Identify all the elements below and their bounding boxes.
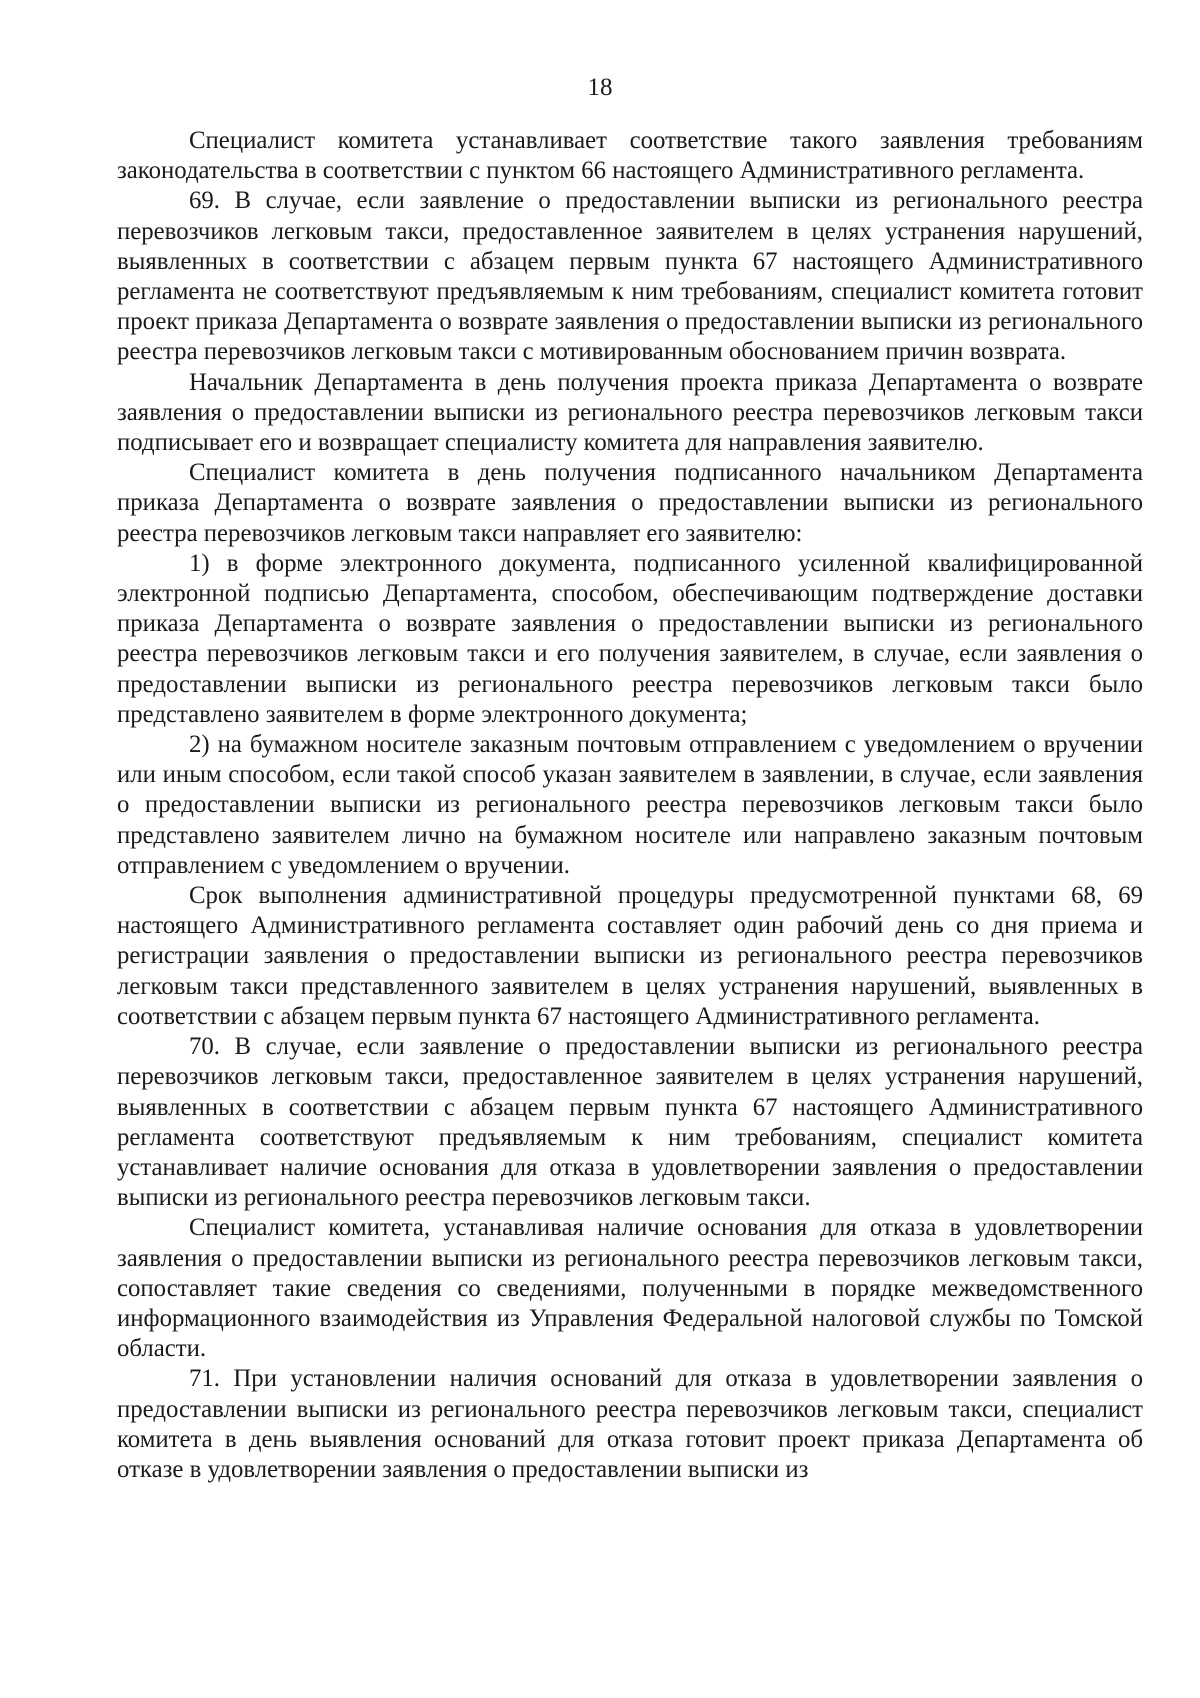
paragraph-specialist-compliance: Специалист комитета устанавливает соответствие такого заявления требованиям законодательства в соответствии с пунктом 66 настоящего Административного регламента.: [117, 127, 1143, 185]
paragraph-item-69: 69. В случае, если заявление о предоставлении выписки из регионального реестра перевозчиков легковым такси, предоставленное заявителем в целях устранения нарушений, выявленных в соответствии с абзацем первым пункта 67 настоящего Административного регламента не соответствуют предъявляемым к ним требованиям, специалист комитета готовит проект приказа Департамента о возврате заявления о предоставлении выписки из регионального реестра перевозчиков легковым такси с мотивированным обоснованием причин возврата.: [117, 187, 1143, 366]
paragraph-item-71: 71. При установлении наличия оснований для отказа в удовлетворении заявления о предоставлении выписки из регионального реестра перевозчиков легковым такси, специалист комитета в день выявления оснований для отказа готовит проект приказа Департамента об отказе в удовлетворении заявления о предоставлении выписки из: [117, 1365, 1143, 1483]
paragraph-head-signs: Начальник Департамента в день получения проекта приказа Департамента о возврате заявления о предоставлении выписки из регионального реестра перевозчиков легковым такси подписывает его и возвращает специалисту комитета для направления заявителю.: [117, 368, 1143, 457]
document-body: [117, 126, 1143, 1485]
paragraph-subitem-1: 1) в форме электронного документа, подписанного усиленной квалифицированной электронной подписью Департамента, способом, обеспечивающим подтверждение доставки приказа Департамента о возврате заявления о предоставлении выписки из регионального реестра перевозчиков легковым такси и его получения заявителем, в случае, если заявления о предоставлении выписки из регионального реестра перевозчиков легковым такси было представлено заявителем в форме электронного документа;: [117, 549, 1143, 728]
paragraph-specialist-sends: Специалист комитета в день получения подписанного начальником Департамента приказа Департамента о возврате заявления о предоставлении выписки из регионального реестра перевозчиков легковым такси направляет его заявителю:: [117, 459, 1143, 547]
paragraph-item-70: 70. В случае, если заявление о предоставлении выписки из регионального реестра перевозчиков легковым такси, предоставленное заявителем в целях устранения нарушений, выявленных в соответствии с абзацем первым пункта 67 настоящего Административного регламента соответствуют предъявляемым к ним требованиям, специалист комитета устанавливает наличие основания для отказа в удовлетворении заявления о предоставлении выписки из регионального реестра перевозчиков легковым такси.: [117, 1033, 1143, 1212]
paragraph-deadline: Срок выполнения административной процедуры предусмотренной пунктами 68, 69 настоящего Административного регламента составляет один рабочий день со дня приема и регистрации заявления о предоставлении выписки из регионального реестра перевозчиков легковым такси представленного заявителем в целях устранения нарушений, выявленных в соответствии с абзацем первым пункта 67 настоящего Административного регламента.: [117, 882, 1143, 1030]
page-number: 18: [587, 74, 613, 101]
paragraph-subitem-2: 2) на бумажном носителе заказным почтовым отправлением с уведомлением о вручении или иным способом, если такой способ указан заявителем в заявлении, в случае, если заявления о предоставлении выписки из регионального реестра перевозчиков легковым такси было представлено заявителем лично на бумажном носителе или направлено заказным почтовым отправлением с уведомлением о вручении.: [117, 731, 1143, 879]
paragraph-specialist-compares: Специалист комитета, устанавливая наличие основания для отказа в удовлетворении заявления о предоставлении выписки из регионального реестра перевозчиков легковым такси, сопоставляет такие сведения со сведениями, полученными в порядке межведомственного информационного взаимодействия из Управления Федеральной налоговой службы по Томской области.: [117, 1214, 1143, 1363]
